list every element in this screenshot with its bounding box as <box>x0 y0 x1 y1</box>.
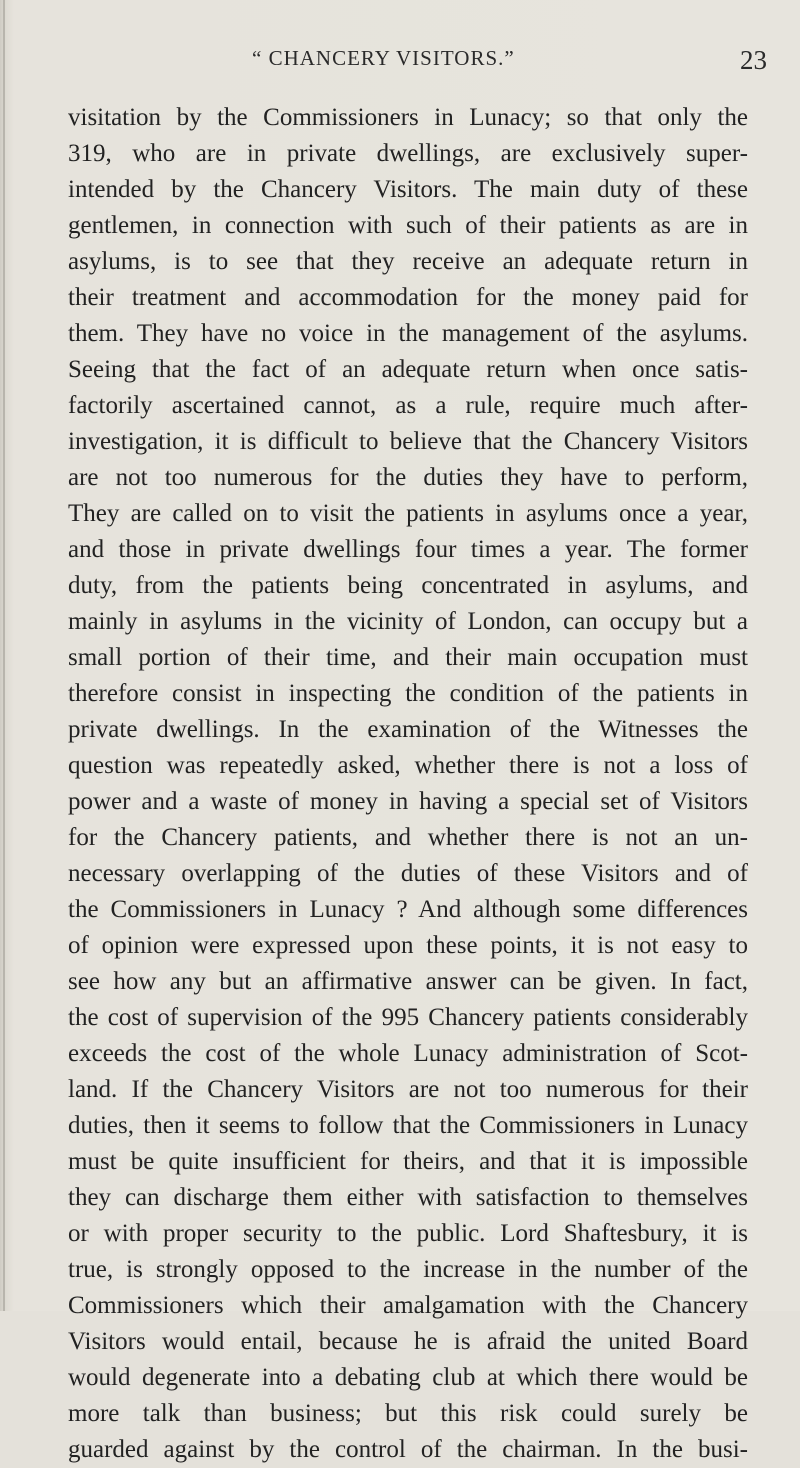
text-line: them. They have no voice in the management of the asylums. <box>68 320 748 347</box>
text-line: power and a waste of money in having a special set of Visitors <box>68 788 748 815</box>
text-line: the Commissioners in Lunacy ? And although some differences <box>68 896 748 923</box>
text-line: visitation by the Commissioners in Lunacy; so that only the <box>68 104 748 131</box>
text-line: Seeing that the fact of an adequate return when once satis- <box>68 356 748 383</box>
text-line: intended by the Chancery Visitors. The main duty of these <box>68 176 748 203</box>
text-line: the cost of supervision of the 995 Chancery patients considerably <box>68 1004 748 1031</box>
text-line: gentlemen, in connection with such of their patients as are in <box>68 212 748 239</box>
text-line: Commissioners which their amalgamation with the Chancery <box>68 1292 748 1319</box>
text-line: asylums, is to see that they receive an adequate return in <box>68 248 748 275</box>
text-line: for the Chancery patients, and whether there is not an un- <box>68 824 748 851</box>
text-line: and those in private dwellings four times a year. The former <box>68 536 748 563</box>
text-line: therefore consist in inspecting the condition of the patients in <box>68 680 748 707</box>
page-header <box>0 46 800 86</box>
text-line: their treatment and accommodation for the money paid for <box>68 284 748 311</box>
text-line: would degenerate into a debating club at which there would be <box>68 1364 748 1391</box>
text-line: more talk than business; but this risk could surely be <box>68 1400 748 1427</box>
text-line: Visitors would entail, because he is afraid the united Board <box>68 1328 748 1355</box>
text-line: they can discharge them either with satisfaction to themselves <box>68 1184 748 1211</box>
page-number: 23 <box>740 45 767 75</box>
running-title: “ CHANCERY VISITORS.” <box>252 46 515 70</box>
text-line: of opinion were expressed upon these points, it is not easy to <box>68 932 748 959</box>
text-line: They are called on to visit the patients in asylums once a year, <box>68 500 748 527</box>
text-line: guarded against by the control of the chairman. In the busi- <box>68 1436 748 1463</box>
text-line: land. If the Chancery Visitors are not too numerous for their <box>68 1076 748 1103</box>
text-line: question was repeatedly asked, whether there is not a loss of <box>68 752 748 779</box>
text-line: necessary overlapping of the duties of these Visitors and of <box>68 860 748 887</box>
text-line: mainly in asylums in the vicinity of London, can occupy but a <box>68 608 748 635</box>
binding-gutter <box>3 0 5 1311</box>
text-line: 319, who are in private dwellings, are exclusively super- <box>68 140 748 167</box>
text-line: or with proper security to the public. Lord Shaftesbury, it is <box>68 1220 748 1247</box>
text-line: are not too numerous for the duties they have to perform, <box>68 464 748 491</box>
text-line: duties, then it seems to follow that the Commissioners in Lunacy <box>68 1112 748 1139</box>
text-line: private dwellings. In the examination of the Witnesses the <box>68 716 748 743</box>
text-line: investigation, it is difficult to believe that the Chancery Visitors <box>68 428 748 455</box>
text-line: see how any but an affirmative answer can be given. In fact, <box>68 968 748 995</box>
text-line: factorily ascertained cannot, as a rule, require much after- <box>68 392 748 419</box>
text-line: exceeds the cost of the whole Lunacy administration of Scot- <box>68 1040 748 1067</box>
body-text <box>68 100 748 1468</box>
text-line: must be quite insufficient for theirs, and that it is impossible <box>68 1148 748 1175</box>
text-line: true, is strongly opposed to the increase in the number of the <box>68 1256 748 1283</box>
text-line: duty, from the patients being concentrated in asylums, and <box>68 572 748 599</box>
text-line: small portion of their time, and their main occupation must <box>68 644 748 671</box>
